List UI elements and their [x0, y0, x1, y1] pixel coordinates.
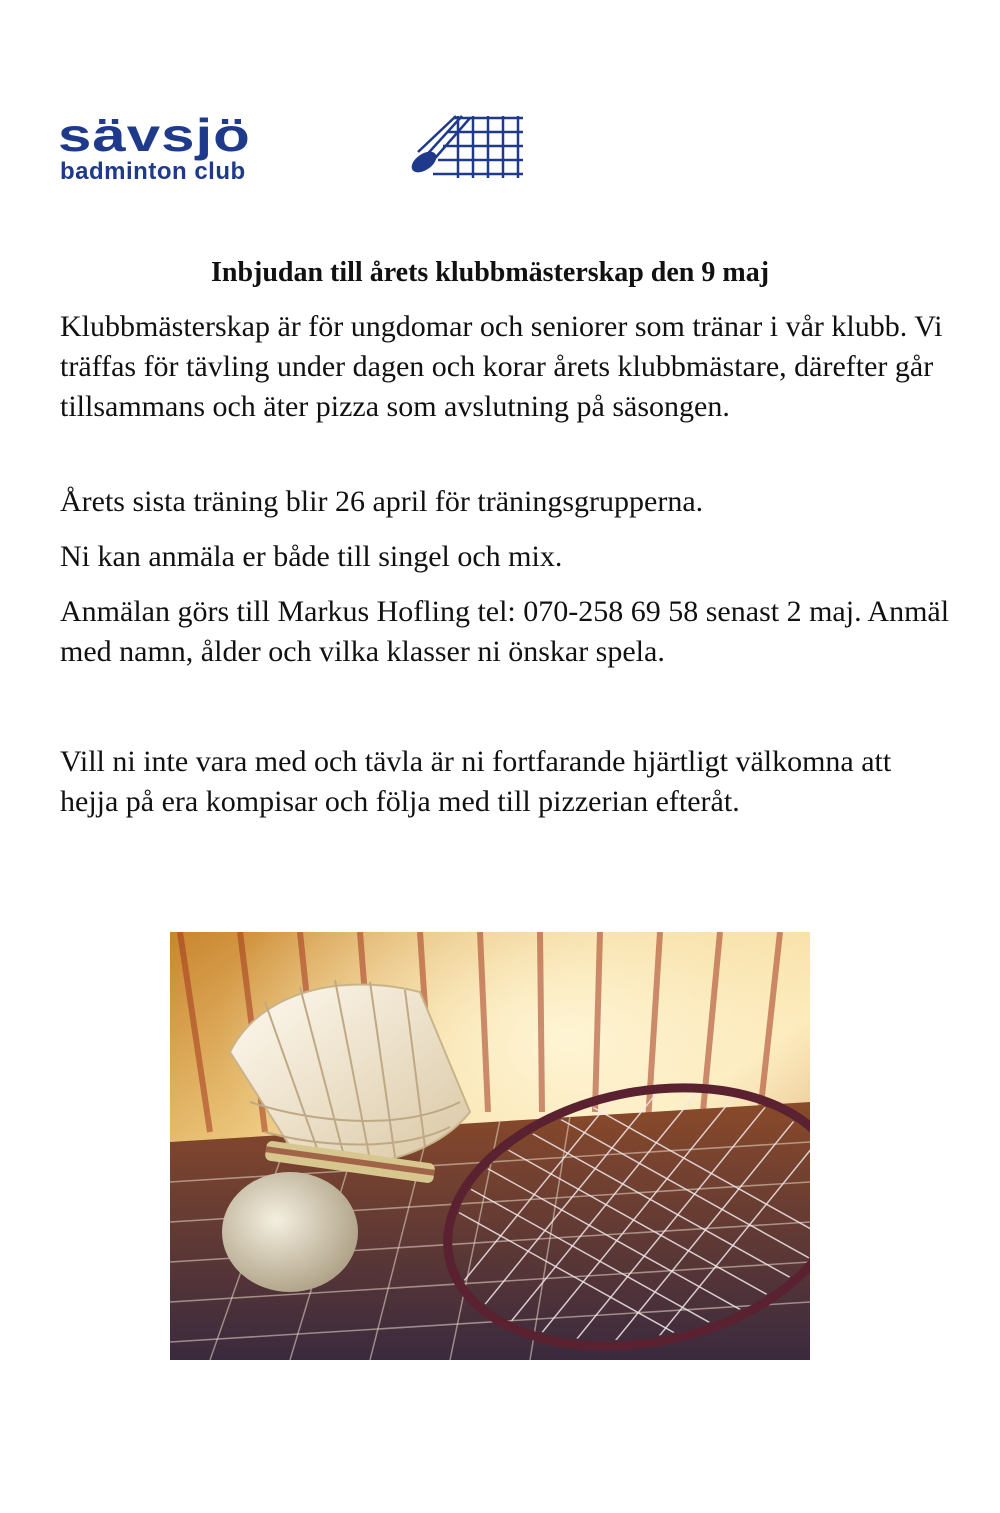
paragraph-last-training: Årets sista träning blir 26 april för träningsgrupperna.: [60, 485, 704, 518]
badminton-net-icon: [358, 112, 528, 182]
club-logo: [58, 108, 478, 187]
invitation-heading: Inbjudan till årets klubbmästerskap den 9 maj: [210, 257, 770, 288]
paragraph-intro: Klubbmästerskap är för ungdomar och seniorer som tränar i vår klubb. Vi träffas för tävling under dagen och korar årets klubbmästare, därefter går tillsammans och äter pizza som avslutning på säsongen.: [60, 310, 943, 423]
paragraph-spectators: Vill ni inte vara med och tävla är ni fortfarande hjärtligt välkomna att hejja på era kompisar och följa med till pizzerian efteråt.: [60, 745, 892, 818]
logo-name: sävsjö: [58, 108, 251, 162]
shuttlecock-and-racket-photo: [170, 932, 810, 1360]
logo-subtitle: badminton club: [60, 158, 246, 185]
paragraph-classes: Ni kan anmäla er både till singel och mix.: [60, 540, 563, 573]
paragraph-registration: Anmälan görs till Markus Hofling tel: 070-258 69 58 senast 2 maj. Anmäl med namn, ålder och vilka klasser ni önskar spela.: [60, 595, 950, 668]
